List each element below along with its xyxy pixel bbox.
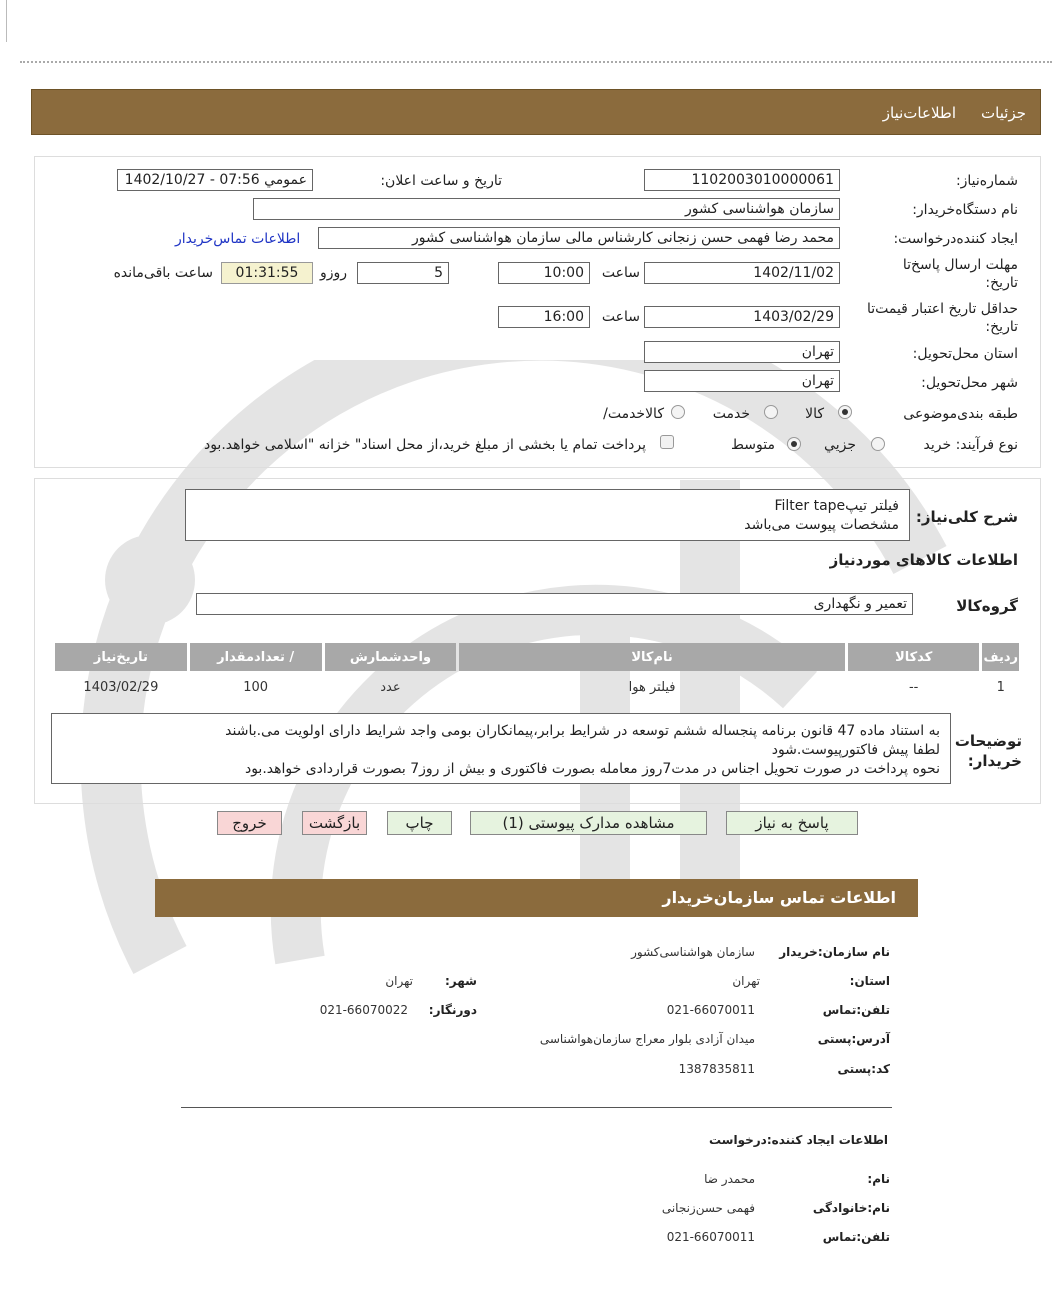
creator-label: ایجاد کننده‌درخواست: <box>893 231 1018 247</box>
city-label: شهر محل‌تحویل: <box>921 375 1018 391</box>
summary-box <box>185 489 910 541</box>
payment-note: پرداخت تمام یا بخشی از مبلغ خرید،از محل اسناد" خزانه "اسلامی خواهد.بود <box>203 437 646 453</box>
contact-section-title: اطلاعات تماس سازمان‌خریدار <box>662 888 896 907</box>
category-option-service: خدمت <box>712 406 750 422</box>
contact-city-label: شهر: <box>445 974 477 988</box>
summary-label: شرح کلی‌نیاز: <box>915 508 1018 526</box>
category-radio-goods[interactable] <box>838 405 852 419</box>
summary-line-1: فیلتر تیپFilter tape <box>774 498 899 514</box>
cell-row-number: 1 <box>996 679 1005 695</box>
contact-org-value: سازمان هواشناسی‌کشور <box>631 945 755 959</box>
cell-need-date: 1403/02/29 <box>83 679 159 695</box>
contact-address-value: میدان آزادی بلوار معراج سازمان‌هواشناسی <box>539 1032 755 1046</box>
creator-field: محمد رضا فهمی حسن زنجانی کارشناس مالی سازمان هواشناسی کشور <box>318 227 840 249</box>
exit-button[interactable]: خروج <box>217 811 282 835</box>
summary-line-2: مشخصات پیوست می‌باشد <box>744 517 899 533</box>
days-field: 5 <box>357 262 449 284</box>
creator-name-value: محمدر ضا <box>704 1172 755 1186</box>
page-edge-line <box>6 0 7 42</box>
contact-phone-label: تلفن:تماس <box>822 1003 890 1017</box>
cell-quantity: 100 <box>243 679 269 695</box>
deadline-label: مهلت ارسال پاسخ‌تا تاریخ: <box>902 257 1018 291</box>
process-label: نوع فرآیند: خرید <box>923 437 1018 453</box>
contact-divider <box>181 1107 892 1108</box>
cell-item-name: فیلتر هوا <box>628 679 676 695</box>
notes-label-line-1: توضیحات <box>954 732 1022 750</box>
header-unit: واحدشمارش <box>325 643 457 671</box>
province-field: تهران <box>644 341 840 363</box>
payment-checkbox[interactable] <box>660 435 674 449</box>
notes-label-line-2: خریدار: <box>967 752 1022 770</box>
need-number-label: شماره‌نیاز: <box>955 173 1018 189</box>
announce-field: عمومي 07:56 - 1402/10/27 <box>117 169 313 191</box>
category-option-goods-service: کالاخدمت/ <box>603 406 664 422</box>
top-tab-bar <box>31 89 1041 135</box>
contact-fax-value: 021-66070022 <box>319 1003 408 1017</box>
process-radio-minor[interactable] <box>871 437 885 451</box>
category-radio-goods-service[interactable] <box>671 405 685 419</box>
header-quantity: / تعدادمقدار <box>190 643 322 671</box>
creator-family-value: فهمی حسن‌زنجانی <box>661 1201 755 1215</box>
creator-family-label: نام:خانوادگی <box>812 1201 890 1215</box>
contact-postal-value: 1387835811 <box>678 1062 755 1076</box>
province-label: استان محل‌تحویل: <box>912 346 1018 362</box>
process-option-medium: متوسط <box>731 437 775 453</box>
notes-box <box>51 713 951 784</box>
validity-label: حداقل تاریخ اعتبار قیمت‌تا تاریخ: <box>866 301 1018 335</box>
buyer-contact-link[interactable]: اطلاعات تماس‌خریدار <box>175 231 301 247</box>
goods-group-field: تعمیر و نگهداری <box>196 593 913 615</box>
deadline-hour-label: ساعت <box>601 265 640 281</box>
reply-button[interactable]: پاسخ به نیاز <box>726 811 858 835</box>
creator-phone-value: 021-66070011 <box>666 1230 755 1244</box>
creator-phone-label: تلفن:تماس <box>822 1230 890 1244</box>
contact-postal-label: کد:پستی <box>837 1062 890 1076</box>
buyer-org-label: نام دستگاه‌خریدار: <box>912 202 1018 218</box>
notes-line-3: نحوه پرداخت در صورت تحویل اجناس در مدت7روز معامله بصورت فاکتوری و بیش از روز7 بصورت قراردادی خواهد.بود <box>244 761 940 777</box>
category-option-goods: کالا <box>805 406 824 422</box>
header-need-date: تاریخ‌نیاز <box>55 643 187 671</box>
print-button[interactable]: چاپ <box>387 811 452 835</box>
announce-label: تاریخ و ساعت اعلان: <box>380 173 502 189</box>
goods-table-header <box>55 643 1019 671</box>
attachments-button[interactable]: مشاهده مدارک پیوستی (1) <box>470 811 707 835</box>
buyer-org-field: سازمان هواشناسی کشور <box>253 198 840 220</box>
contact-fax-label: دورنگار: <box>428 1003 477 1017</box>
validity-time-field: 16:00 <box>498 306 590 328</box>
tab-need-info[interactable]: اطلاعات‌نیاز <box>882 104 956 122</box>
header-item-name: نام‌کالا <box>459 643 845 671</box>
process-option-minor: جزیي <box>824 437 856 453</box>
goods-section-title: اطلاعات کالاهای موردنیاز <box>829 551 1018 569</box>
back-button[interactable]: بازگشت <box>302 811 367 835</box>
contact-address-label: آدرس:پستی <box>817 1032 890 1046</box>
header-row-number: ردیف <box>982 643 1019 671</box>
days-label: روزو <box>319 265 347 281</box>
remaining-label: ساعت باقی‌مانده <box>113 265 213 281</box>
contact-phone-value: 021-66070011 <box>666 1003 755 1017</box>
contact-province-value: تهران <box>732 974 760 988</box>
dotted-divider <box>20 61 1052 63</box>
header-item-code: کدکالا <box>848 643 980 671</box>
tab-details[interactable]: جزئيات <box>981 104 1026 122</box>
goods-group-label: گروه‌کالا <box>956 597 1018 615</box>
category-radio-service[interactable] <box>764 405 778 419</box>
notes-line-1: به استناد ماده 47 قانون برنامه پنجساله ششم توسعه در شرایط برابر،پیمانکاران بومی واجد شرایط دارای اولویت می.باشند <box>225 723 940 739</box>
cell-unit: عدد <box>380 679 401 695</box>
contact-city-value: تهران <box>385 974 413 988</box>
category-label: طبقه بندی‌موضوعی <box>903 406 1018 422</box>
contact-section-header <box>155 879 918 917</box>
deadline-time-field: 10:00 <box>498 262 590 284</box>
need-number-field: 1102003010000061 <box>644 169 840 191</box>
validity-hour-label: ساعت <box>601 309 640 325</box>
remaining-time-field: 01:31:55 <box>221 262 313 284</box>
cell-item-code: -- <box>908 679 919 695</box>
creator-section-title: اطلاعات ایجاد کننده:درخواست <box>708 1133 888 1147</box>
creator-name-label: نام: <box>867 1172 890 1186</box>
notes-line-2: لطفا پیش فاکتورپیوست.شود <box>771 742 940 758</box>
contact-province-label: استان: <box>849 974 890 988</box>
process-radio-medium[interactable] <box>787 437 801 451</box>
goods-table <box>52 640 1022 703</box>
validity-date-field: 1403/02/29 <box>644 306 840 328</box>
table-row <box>55 674 1019 700</box>
city-field: تهران <box>644 370 840 392</box>
contact-org-label: نام سازمان:خریدار <box>779 945 890 959</box>
deadline-date-field: 1402/11/02 <box>644 262 840 284</box>
